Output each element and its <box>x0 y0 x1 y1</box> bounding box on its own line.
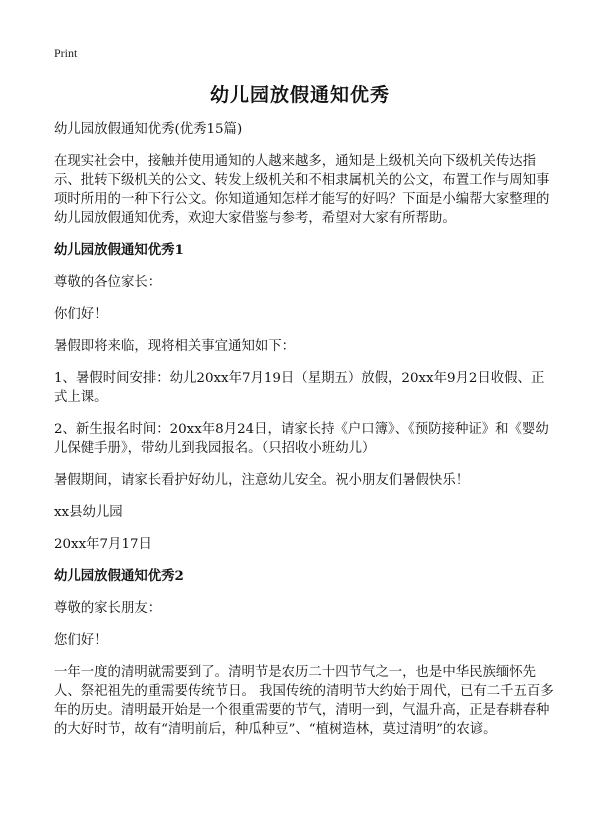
subtitle: 幼儿园放假通知优秀(优秀15篇) <box>54 122 243 137</box>
section2-salutation: 尊敬的家长朋友： <box>54 601 162 616</box>
section1-salutation: 尊敬的各位家长： <box>54 275 162 290</box>
page-title: 幼儿园放假通知优秀 <box>209 84 390 106</box>
section1-signature: xx县幼儿园 <box>54 505 123 520</box>
section1-greeting: 你们好！ <box>54 307 108 322</box>
section1-item1: 1、暑假时间安排：幼儿20xx年7月19日（星期五）放假，20xx年9月2日收假、正式上课。 <box>54 371 545 405</box>
document-body <box>54 120 554 752</box>
section1-heading: 幼儿园放假通知优秀1 <box>54 242 184 258</box>
print-link[interactable]: Print <box>54 46 78 60</box>
section1-item2: 2、新生报名时间：20xx年8月24日，请家长持《户口簿》、《预防接种证》和《婴幼儿保健手册》，带幼儿到我园报名。（只招收小班幼儿） <box>54 422 549 456</box>
section1-lead: 暑假即将来临，现将相关事宜通知如下： <box>54 339 296 354</box>
intro-paragraph: 在现实社会中，接触并使用通知的人越来越多，通知是上级机关向下级机关传达指示、批转下级机关的公文、转发上级机关和不相隶属机关的公文，布置工作与周知事项时所用的一种下行公文。你知道通知怎样才能写的好吗？下面是小编帮大家整理的幼儿园放假通知优秀，欢迎大家借鉴与参考，希望对大家有所帮助。 <box>54 154 550 226</box>
section2-body: 一年一度的清明就需要到了。清明节是农历二十四节气之一，也是中华民族缅怀先人、祭祀祖先的重需要传统节日。 我国传统的清明节大约始于周代，已有二千五百多年的历史。清明最开始是一个很重需要的节气，清明一到，气温升高，正是春耕春种的大好时节，故有“清明前后，种瓜种豆”、“植树造林，莫过清明”的农谚。 <box>54 665 554 737</box>
section2-heading: 幼儿园放假通知优秀2 <box>54 568 184 584</box>
section1-date: 20xx年7月17日 <box>54 537 152 552</box>
section2-greeting: 您们好！ <box>54 633 108 648</box>
section1-closing: 暑假期间，请家长看护好幼儿，注意幼儿安全。祝小朋友们暑假快乐！ <box>54 473 470 488</box>
